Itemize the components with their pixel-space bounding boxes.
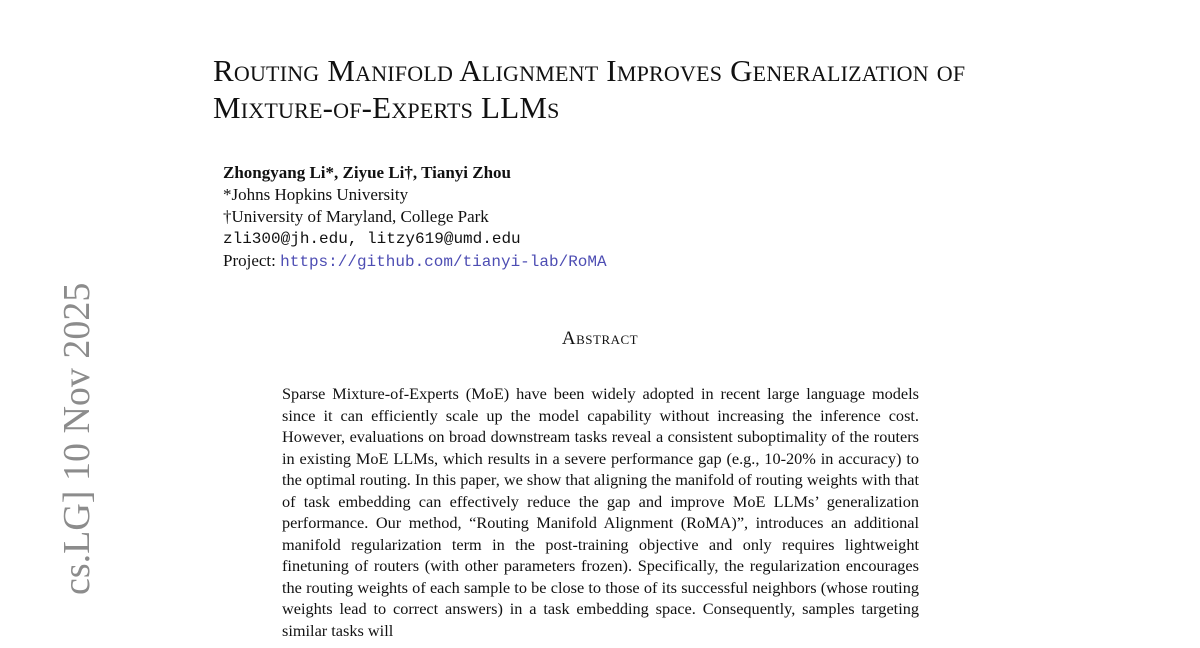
affiliation-1: *Johns Hopkins University bbox=[223, 185, 409, 204]
affiliation-2: †University of Maryland, College Park bbox=[223, 207, 489, 226]
abstract-body: Sparse Mixture-of-Experts (MoE) have been widely adopted in recent large language models since it can efficiently scale up the model capability without increasing the inference cost. However, evaluations on broad downstream tasks reveal a consistent suboptimality of the routers in existing MoE LLMs, which results in a severe performance gap (e.g., 10-20% in accuracy) to the optimal routing. In this paper, we show that aligning the manifold of routing weights with that of task embedding can effectively reduce the gap and improve MoE LLMs’ generalization performance. Our method, “Routing Manifold Alignment (RoMA)”, introduces an additional manifold regularization term in the post-training objective and only requires lightweight finetuning of routers (with other parameters frozen). Specifically, the regularization encourages the routing weights of each sample to be close to those of its successful neighbors (whose routing weights lead to correct answers) in a task embedding space. Consequently, samples targeting similar tasks will bbox=[282, 384, 919, 640]
project-label: Project: bbox=[223, 251, 276, 270]
project-line bbox=[223, 250, 607, 273]
author-emails: zli300@jh.edu, litzy619@umd.edu bbox=[223, 230, 521, 248]
paper-title: Routing Manifold Alignment Improves Generalization of Mixture-of-Experts LLMs bbox=[213, 53, 966, 125]
abstract-heading: Abstract bbox=[561, 328, 639, 349]
arxiv-stamp: cs.LG] 10 Nov 2025 bbox=[56, 282, 98, 595]
author-names: Zhongyang Li*, Ziyue Li†, Tianyi Zhou bbox=[223, 163, 512, 182]
project-link[interactable]: https://github.com/tianyi-lab/RoMA bbox=[280, 253, 607, 271]
author-block bbox=[223, 162, 607, 273]
